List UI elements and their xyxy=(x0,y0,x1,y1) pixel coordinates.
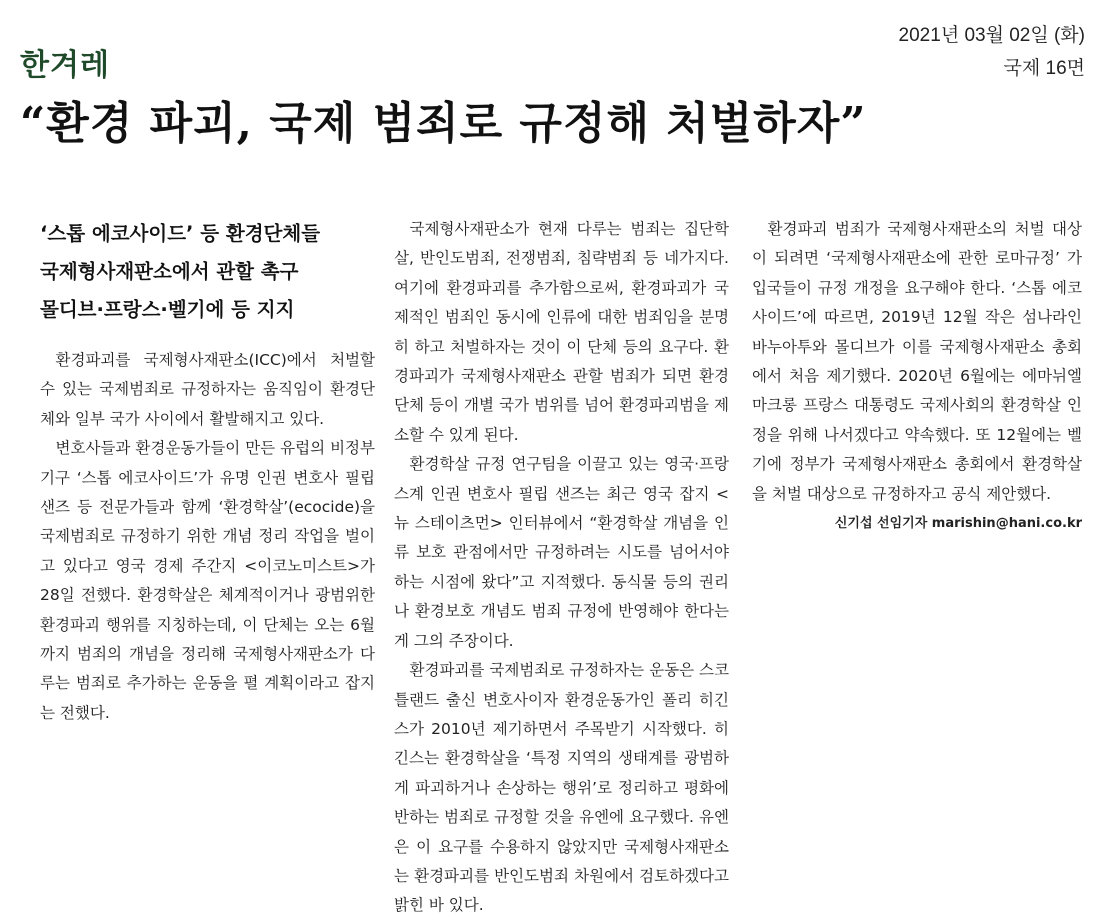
article-column-3 xyxy=(752,215,1082,538)
byline xyxy=(752,509,1082,538)
newspaper-logo: 한겨레 xyxy=(20,48,110,83)
article-paragraph: 변호사들과 환경운동가들이 만든 유럽의 비정부기구 ‘스톱 에코사이드’가 유명 인권 변호사 필립 샌즈 등 전문가들과 함께 ‘환경학살’(ecocide)을 국제범죄로 규정하기 위한 개념 정리 작업을 벌이고 있다고 영국 경제 주간지 <이코노미스트>가 28일 전했다. 환경학살은 체계적이거나 광범위한 환경파괴 행위를 지칭하는데, 이 단체는 오는 6월까지 범죄의 개념을 정리해 국제형사재판소가 다루는 범죄로 추가하는 운동을 펼 계획이라고 잡지는 전했다. xyxy=(40,439,375,722)
article-column-2 xyxy=(394,215,729,921)
article-paragraph: 환경파괴를 국제범죄로 규정하자는 운동은 스코틀랜드 출신 변호사이자 환경운동가인 폴리 히긴스가 2010년 제기하면서 주목받기 시작했다. 히긴스는 환경학살을 ‘특정 지역의 생태계를 광범하게 파괴하거나 손상하는 행위’로 정리하고 평화에 반하는 범죄로 규정할 것을 유엔에 요구했다. 유엔은 이 요구를 수용하지 않았지만 국제형사재판소는 환경파괴를 반인도범죄 차원에서 검토하겠다고 밝힌 바 있다. xyxy=(394,661,729,915)
article-paragraph: 환경학살 규정 연구팀을 이끌고 있는 영국·프랑스계 인권 변호사 필립 샌즈는 최근 영국 잡지 <뉴 스테이츠먼> 인터뷰에서 “환경학살 개념을 인류 보호 관점에서만 규정하려는 시도를 넘어서야 하는 시점에 왔다”고 지적했다. 동식물 등의 권리나 환경보호 개념도 범죄 규정에 반영해야 한다는 게 그의 주장이다. xyxy=(394,455,729,650)
subheadline-line: 국제형사재판소에서 관할 촉구 xyxy=(40,260,299,283)
article-column-1 xyxy=(40,215,375,728)
article-paragraph: 환경파괴 범죄가 국제형사재판소의 처벌 대상이 되려면 ‘국제형사재판소에 관한 로마규정’ 가입국들이 규정 개정을 요구해야 한다. ‘스톱 에코사이드’에 따르면, 2019년 12월 작은 섬나라인 바누아투와 몰디브가 이를 국제형사재판소 총회에서 처음 제기했다. 2020년 6월에는 에마뉘엘 마크롱 프랑스 대통령도 국제사회의 환경학살 인정을 위해 나서겠다고 약속했다. 또 12월에는 벨기에 정부가 국제형사재판소 총회에서 환경학살을 처벌 대상으로 규정하자고 공식 제안했다. xyxy=(752,220,1082,503)
article-paragraph: 국제형사재판소가 현재 다루는 범죄는 집단학살, 반인도범죄, 전쟁범죄, 침략범죄 등 네가지다. 여기에 환경파괴를 추가함으로써, 환경파괴가 국제적인 범죄인 동시에 인류에 대한 범죄임을 분명히 하고 처벌하자는 것이 이 단체 등의 요구다. 환경파괴가 국제형사재판소 관할 범죄가 되면 환경단체 등이 개별 국가 범위를 넘어 환경파괴범을 제소할 수 있게 된다. xyxy=(394,220,729,444)
article-headline: “환경 파괴, 국제 범죄로 규정해 처벌하자” xyxy=(20,98,867,149)
article-paragraph: 환경파괴를 국제형사재판소(ICC)에서 처벌할 수 있는 국제범죄로 규정하자는 움직임이 환경단체와 일부 국가 사이에서 활발해지고 있다. xyxy=(40,351,375,428)
publication-date: 2021년 03월 02일 (화) xyxy=(898,25,1085,46)
reporter-byline: 신기섭 선임기자 marishin@hani.co.kr xyxy=(834,516,1082,532)
subheadline-block xyxy=(40,215,375,329)
subheadline-line: 몰디브·프랑스·벨기에 등 지지 xyxy=(40,298,295,321)
section-page: 국제 16면 xyxy=(1003,58,1085,79)
subheadline-line: ‘스톱 에코사이드’ 등 환경단체들 xyxy=(40,222,321,245)
